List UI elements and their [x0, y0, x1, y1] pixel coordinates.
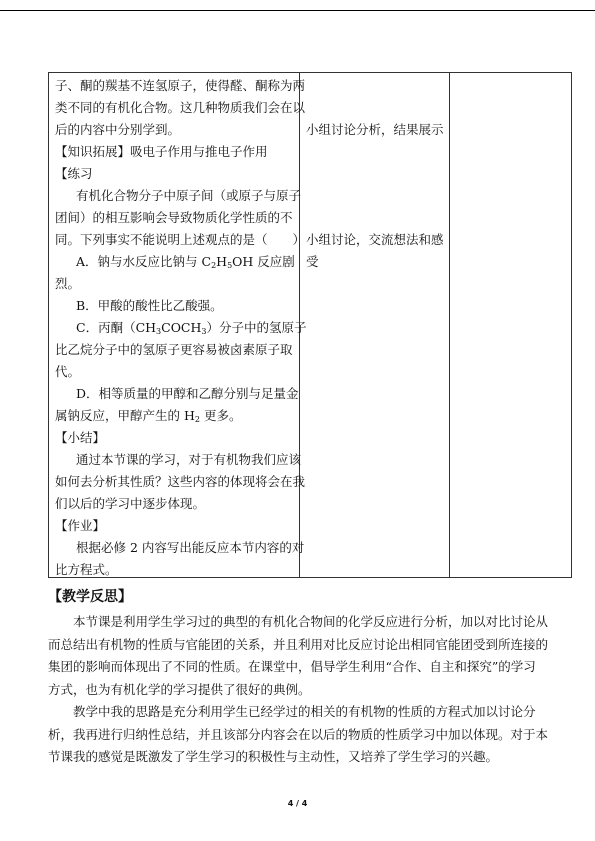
activity-text: 小组讨论分析，结果展示 [306, 122, 444, 137]
option-c-cont: 代。 [55, 364, 81, 379]
page-number: 4 / 4 [287, 799, 308, 808]
reflection-paragraph-2 [48, 701, 572, 769]
homework-heading: 【作业】 [55, 518, 106, 533]
paragraph-line: 教学中我的思路是充分利用学生已经学过的相关的有机物的性质的方程式加以讨论分 [73, 704, 536, 719]
option-text: 更多。 [199, 408, 242, 423]
option-text: C．丙酮（CH [76, 320, 157, 335]
paragraph-line: 集团的影响而体现出了不同的性质。在课堂中，倡导学生利用“合作、自主和探究”的学习 [48, 659, 536, 674]
paragraph-line: 方式，也为有机化学的学习提供了很好的典例。 [48, 681, 311, 697]
option-b: B．甲酸的酸性比乙酸强。 [76, 298, 223, 313]
option-text: H [216, 254, 228, 269]
text-line: 后的内容中分别学到。 [55, 122, 181, 137]
lesson-table [48, 72, 572, 578]
text-line: 类不同的有机化合物。这几种物质我们会在以 [55, 100, 306, 115]
reflection-title: 【教学反思】 [48, 589, 132, 605]
notes-column [450, 73, 572, 577]
paragraph-line: 析，我再进行归纳性总结，并且该部分内容会在以后的物质的性质学习中加以体现。对于本 [48, 726, 549, 742]
summary-text: 如何去分析其性质？这些内容的体现将会在我 [55, 474, 306, 489]
student-activity-column [300, 73, 450, 577]
header-rule [0, 10, 595, 11]
option-text: A．钠与水反应比钠与 C [76, 254, 212, 269]
question-text: 有机化合物分子中原子间（或原子与原子 [76, 188, 302, 203]
subscript: 3 [156, 327, 162, 336]
option-c [76, 318, 307, 338]
option-d: D．相等质量的甲醇和乙醇分别与足量金 [76, 386, 299, 401]
knowledge-extension-heading: 【知识拓展】吸电子作用与推电子作用 [55, 144, 268, 159]
option-a [76, 252, 295, 272]
paragraph-line: 节课我的感觉是既激发了学生学习的积极性与主动性，又培养了学生学习的兴趣。 [48, 749, 499, 764]
text-line: 子、酮的羰基不连氢原子，使得醛、酮称为两 [55, 78, 306, 93]
practice-heading: 【练习 [55, 166, 93, 181]
summary-text: 通过本节课的学习，对于有机物我们应该 [76, 452, 302, 467]
subscript: 3 [201, 327, 207, 336]
option-text: COCH [161, 320, 202, 335]
option-text: OH 反应剧 [232, 254, 295, 269]
question-text: 团间）的相互影响会导致物质化学性质的不 [55, 210, 293, 225]
activity-text: 受 [306, 254, 319, 269]
paragraph-line: 本节课是利用学生学习过的典型的有机化合物间的化学反应进行分析，加以对比讨论从 [73, 614, 549, 629]
subscript: 5 [227, 261, 233, 270]
option-d-cont [55, 406, 295, 426]
summary-heading: 【小结】 [55, 430, 106, 445]
option-text: ）分子中的氢原子 [206, 320, 307, 335]
activity-text: 小组讨论，交流想法和感 [306, 232, 444, 247]
option-text: 属钠反应，甲醇产生的 H [55, 408, 195, 423]
homework-text: 比方程式。 [55, 562, 118, 577]
reflection-paragraph-1 [48, 611, 572, 701]
subscript: 2 [211, 261, 217, 270]
option-c-cont: 比乙烷分子中的氢原子更容易被卤素原子取 [55, 342, 293, 357]
option-a-cont: 烈。 [55, 276, 81, 291]
homework-text: 根据必修 2 内容写出能反应本节内容的对 [76, 540, 305, 555]
summary-text: 们以后的学习中逐步体现。 [55, 496, 206, 511]
teaching-content-column [49, 73, 307, 577]
subscript: 2 [194, 415, 200, 424]
paragraph-line: 而总结出有机物的性质与官能团的关系，并且利用对比反应讨论出相同官能团受到所连接的 [48, 636, 549, 652]
question-text: 同。下列事实不能说明上述观点的是（ ） [55, 232, 306, 247]
